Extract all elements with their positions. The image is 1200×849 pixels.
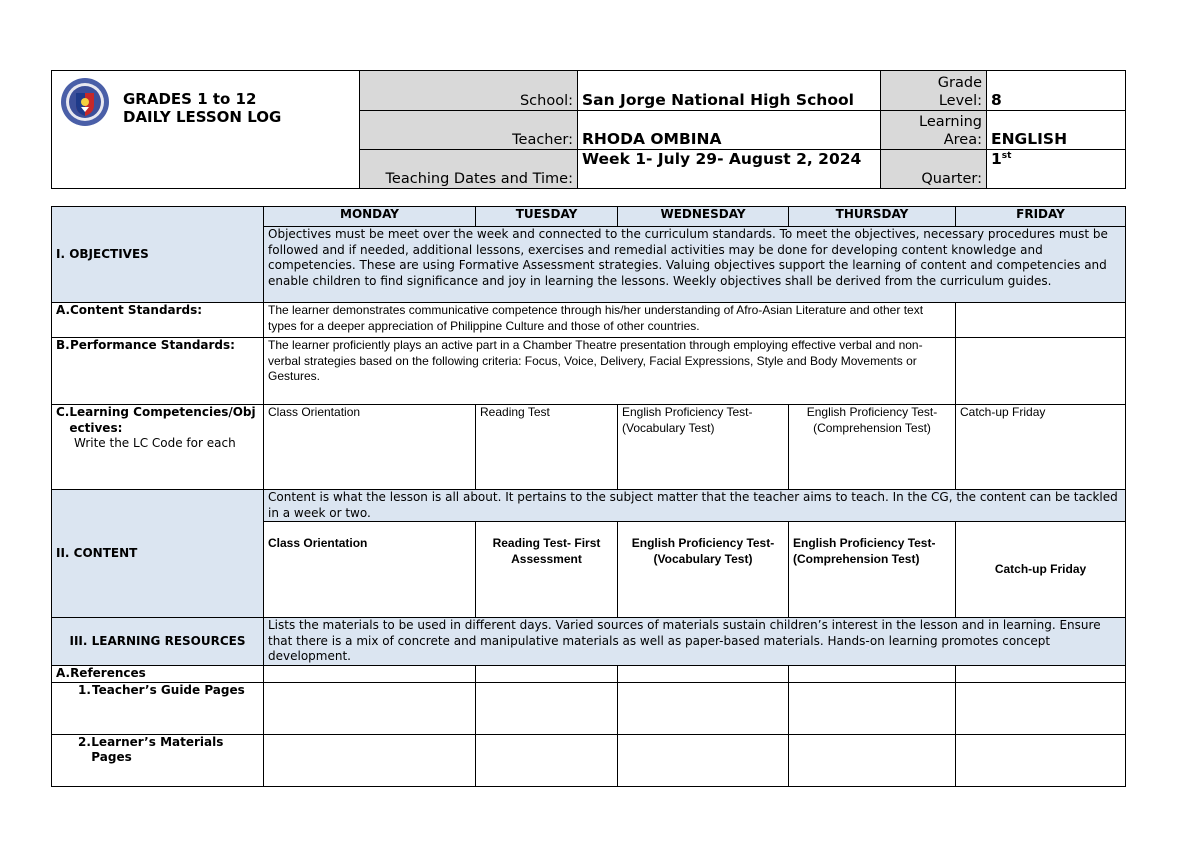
teachers-guide-num: 1. xyxy=(78,682,91,697)
learning-area-label xyxy=(881,111,987,150)
competency-wednesday: English Proficiency Test-(Vocabulary Test) xyxy=(618,405,789,490)
teachers-guide-wednesday xyxy=(618,682,789,734)
logo-title-cell xyxy=(52,71,360,189)
area-label-line2: Area: xyxy=(943,132,982,148)
teachers-guide-monday xyxy=(264,682,476,734)
content-note: Content is what the lesson is all about. It pertains to the subject matter that the teacher aims to teach. In the CG, the content can be tackled in a week or two. xyxy=(264,490,1126,522)
teaching-dates-value: Week 1- July 29- August 2, 2024 xyxy=(578,150,881,189)
learners-materials-num: 2. xyxy=(78,734,91,749)
deped-seal-icon xyxy=(60,77,110,127)
day-header-thursday: THURSDAY xyxy=(789,207,956,227)
grade-label-line2: Level: xyxy=(938,93,982,109)
learners-materials-friday xyxy=(956,734,1126,786)
learners-materials-label xyxy=(52,734,264,786)
performance-standards-friday xyxy=(956,338,1126,405)
school-label: School: xyxy=(360,71,578,111)
teachers-guide-label xyxy=(52,682,264,734)
day-header-friday: FRIDAY xyxy=(956,207,1126,227)
header-table xyxy=(51,70,1126,189)
document-title xyxy=(123,90,281,126)
objectives-note: Objectives must be meet over the week and connected to the curriculum standards. To meet the objectives, necessary procedures must be followed and if needed, additional lessons, exercises and remedial activities may be done for developing content knowledge and competencies. These are using Formative Assessment strategies. Valuing objectives support the learning of content and competencies and enable children to find significance and joy in learning the lessons. Weekly objectives shall be derived from the curriculum guides. xyxy=(264,227,1126,303)
competencies-sub-label: Write the LC Code for each xyxy=(74,436,236,450)
lesson-log-table xyxy=(51,206,1126,787)
competency-friday: Catch-up Friday xyxy=(956,405,1126,490)
performance-standards-text-label: Performance Standards: xyxy=(70,338,235,352)
content-standards-num: A. xyxy=(56,303,71,317)
teacher-label: Teacher: xyxy=(360,111,578,150)
quarter-number: 1 xyxy=(991,150,1002,168)
performance-standards-num: B. xyxy=(56,338,70,352)
competencies-label xyxy=(52,405,264,490)
learners-materials-wednesday xyxy=(618,734,789,786)
teaching-dates-label: Teaching Dates and Time: xyxy=(360,150,578,189)
learners-materials-thursday xyxy=(789,734,956,786)
quarter-label: Quarter: xyxy=(881,150,987,189)
content-standards-text: The learner demonstrates communicative competence through his/her understanding of Afro-Asian Literature and other text types for a deeper appreciation of Philippine Culture and those of other countries. xyxy=(264,303,956,338)
performance-standards-text: The learner proficiently plays an active part in a Chamber Theatre presentation through employing effective verbal and non-verbal strategies based on the following criteria: Focus, Voice, Delivery, Facial Expressions, Style and Body Movements or Gestures. xyxy=(264,338,956,405)
teacher-value: RHODA OMBINA xyxy=(578,111,881,150)
performance-standards-label xyxy=(52,338,264,405)
competencies-num: C. xyxy=(56,405,70,419)
area-label-line1: Learning xyxy=(919,114,982,130)
competency-monday: Class Orientation xyxy=(264,405,476,490)
learning-resources-note: Lists the materials to be used in different days. Varied sources of materials sustain children’s interest in the lesson and in learning. Ensure that there is a mix of concrete and manipulative materials as well as paper-based materials. Hands-on learning promotes concept development. xyxy=(264,618,1126,666)
references-monday xyxy=(264,665,476,682)
grade-label xyxy=(881,71,987,111)
learning-resources-label: III. LEARNING RESOURCES xyxy=(52,618,264,666)
teachers-guide-tuesday xyxy=(476,682,618,734)
content-monday: Class Orientation xyxy=(264,522,476,618)
content-friday: Catch-up Friday xyxy=(956,522,1126,618)
teachers-guide-text: Teacher’s Guide Pages xyxy=(92,682,245,697)
references-friday xyxy=(956,665,1126,682)
learners-materials-monday xyxy=(264,734,476,786)
competency-thursday: English Proficiency Test-(Comprehension Test) xyxy=(789,405,956,490)
grade-label-line1: Grade xyxy=(937,75,982,91)
references-label: A.References xyxy=(52,665,264,682)
quarter-suffix: st xyxy=(1001,150,1012,161)
content-standards-text-label: Content Standards: xyxy=(70,303,203,317)
teachers-guide-thursday xyxy=(789,682,956,734)
content-standards-label xyxy=(52,303,264,338)
teachers-guide-friday xyxy=(956,682,1126,734)
learners-materials-tuesday xyxy=(476,734,618,786)
competencies-text-label: Learning Competencies/Objectives: xyxy=(69,405,256,435)
quarter-value xyxy=(987,150,1126,189)
references-tuesday xyxy=(476,665,618,682)
title-line-1: GRADES 1 to 12 xyxy=(123,90,257,108)
content-label: II. CONTENT xyxy=(52,490,264,618)
content-tuesday: Reading Test- First Assessment xyxy=(476,522,618,618)
content-thursday: English Proficiency Test- (Comprehension Test) xyxy=(789,522,956,618)
references-wednesday xyxy=(618,665,789,682)
references-thursday xyxy=(789,665,956,682)
learners-materials-text: Learner’s Materials Pages xyxy=(91,734,224,764)
content-wednesday: English Proficiency Test- (Vocabulary Test) xyxy=(618,522,789,618)
day-header-tuesday: TUESDAY xyxy=(476,207,618,227)
competency-tuesday: Reading Test xyxy=(476,405,618,490)
title-line-2: DAILY LESSON LOG xyxy=(123,108,282,126)
school-value: San Jorge National High School xyxy=(578,71,881,111)
day-header-wednesday: WEDNESDAY xyxy=(618,207,789,227)
day-header-monday: MONDAY xyxy=(264,207,476,227)
content-standards-friday xyxy=(956,303,1126,338)
grade-value: 8 xyxy=(987,71,1126,111)
objectives-label: I. OBJECTIVES xyxy=(52,207,264,303)
learning-area-value: ENGLISH xyxy=(987,111,1126,150)
